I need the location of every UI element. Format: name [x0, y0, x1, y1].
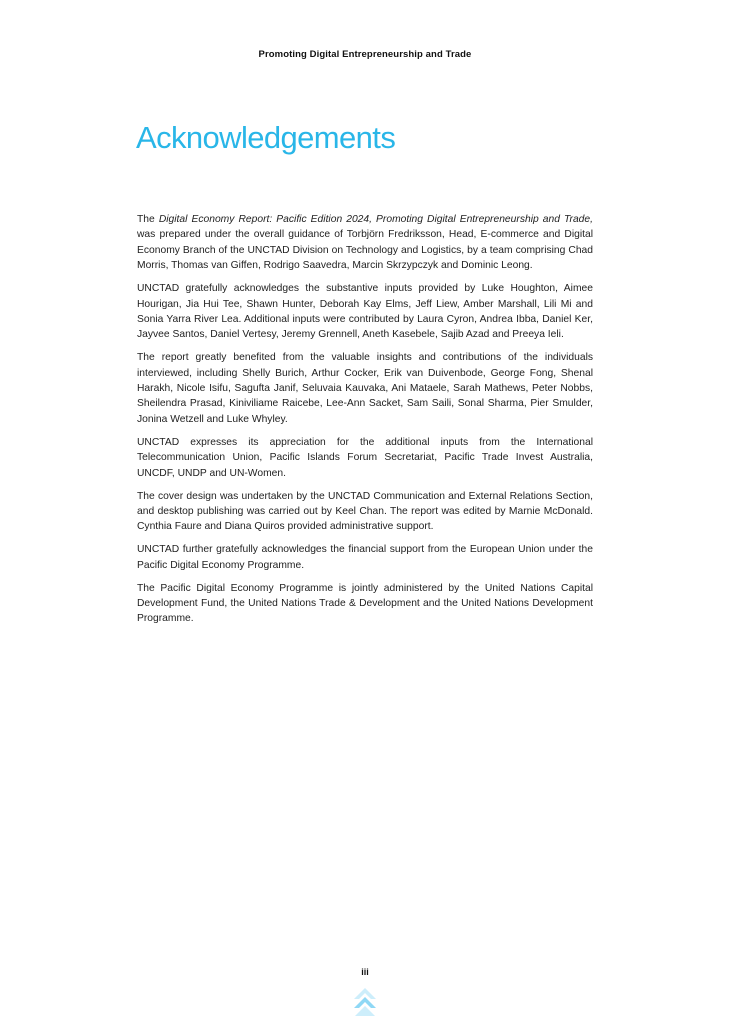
paragraph-organizations: UNCTAD expresses its appreciation for the additional inputs from the International Telecommunication Union, Pacific Islands Forum Secretariat, Pacific Trade Invest Australia, UNCDF, UNDP and UN-Women. [137, 436, 593, 479]
page-title: Acknowledgements [136, 120, 396, 155]
body-text [137, 212, 593, 634]
paragraph-funding: UNCTAD further gratefully acknowledges the financial support from the European Union under the Pacific Digital Economy Programme. [137, 544, 593, 571]
paragraph-programme: The Pacific Digital Economy Programme is jointly administered by the United Nations Capital Development Fund, the United Nations Trade & Development and the United Nations Development Programme. [137, 582, 593, 625]
paragraph-report-team [137, 212, 593, 274]
running-header: Promoting Digital Entrepreneurship and Trade [258, 49, 472, 60]
paragraph-report-team-rest: was prepared under the overall guidance of Torbjörn Fredriksson, Head, E-commerce and Digital Economy Branch of the UNCTAD Division on Technology and Logistics, by a team comprising Chad Morris, Thomas van Giffen, Rodrigo Saavedra, Marcin Skrzypczyk and Dominic Leong. [137, 229, 593, 272]
paragraph-report-team-lead: The [137, 214, 159, 225]
paragraph-interviewees: The report greatly benefited from the valuable insights and contributions of the individuals interviewed, including Shelly Burich, Arthur Cocker, Erik van Duivenbode, George Fong, Shenal Harakh, Nicole Isifu, Sagufta Janif, Seluvaia Kauvaka, Ani Mataele, Sarah Mathews, Peter Nobbs, Sheilendra Prasad, Kiniviliame Raicebe, Lee-Ann Sacket, Sam Saili, Sonal Sharma, Pier Smulder, Jonina Wetzell and Luke Whyley. [137, 352, 593, 425]
report-title-italic: Digital Economy Report: Pacific Edition 2024, Promoting Digital Entrepreneurship and Trade, [158, 214, 593, 225]
paragraph-production: The cover design was undertaken by the UNCTAD Communication and External Relations Section, and desktop publishing was carried out by Keel Chan. The report was edited by Marnie McDonald. Cynthia Faure and Diana Quiros provided administrative support. [137, 490, 593, 533]
chevron-up-logo-icon [352, 986, 378, 1018]
page-number: iii [361, 967, 369, 977]
paragraph-substantive-inputs: UNCTAD gratefully acknowledges the substantive inputs provided by Luke Houghton, Aimee Hourigan, Jia Hui Tee, Shawn Hunter, Deborah Kay Elms, Jeff Liew, Amber Marshall, Lili Mi and Sonia Yarra River Lea. Additional inputs were contributed by Laura Cyron, Andrea Ibba, Daniel Ker, Jayvee Santos, Daniel Vertesy, Jeremy Grennell, Aneth Kasebele, Sajib Azad and Preeya Ieli. [137, 283, 593, 341]
